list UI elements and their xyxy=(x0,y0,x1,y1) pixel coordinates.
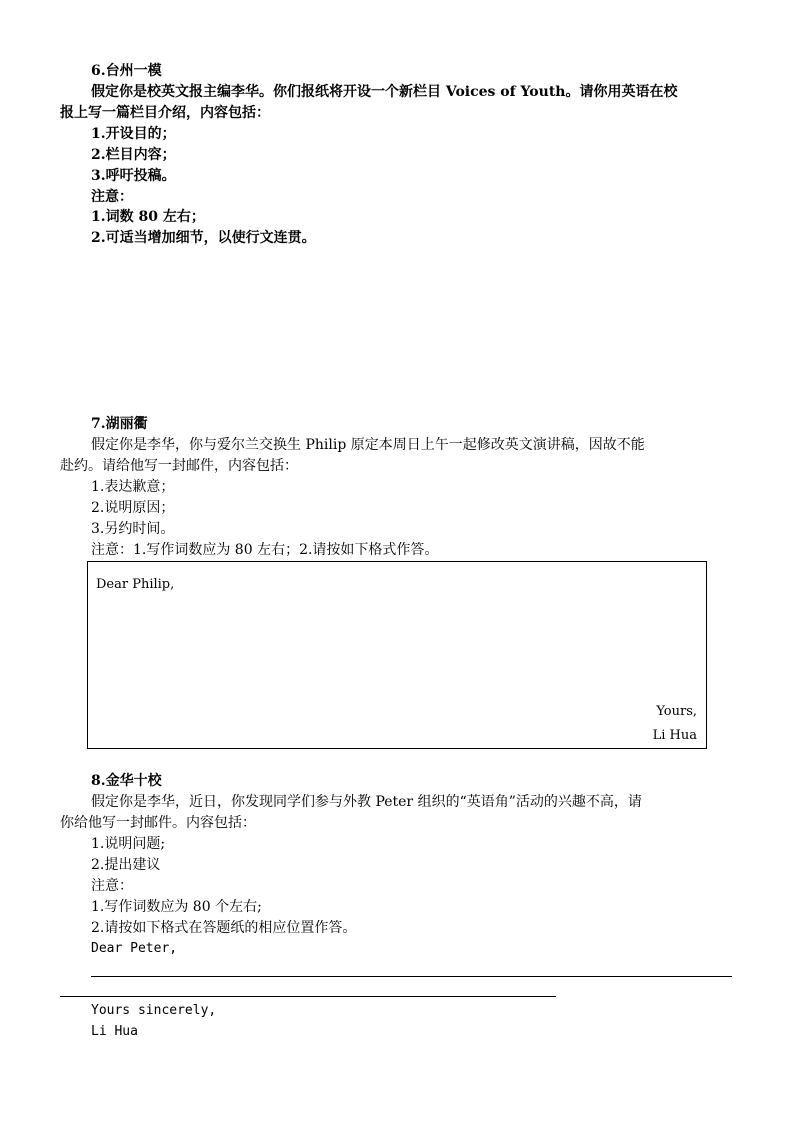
q8-greeting: Dear Peter, xyxy=(91,941,178,956)
q6-prompt-line2: 报上写一篇栏目介绍，内容包括： xyxy=(60,105,270,121)
q8-note-label: 注意： xyxy=(91,878,133,894)
q6-note-label: 注意： xyxy=(91,189,133,205)
q6-note-2: 2.可适当增加细节，以使行文连贯。 xyxy=(91,230,316,246)
q7-note: 注意：1.写作词数应为 80 左右；2.请按如下格式作答。 xyxy=(91,542,439,558)
q8-signature: Li Hua xyxy=(91,1024,138,1039)
q8-closing: Yours sincerely, xyxy=(91,1003,217,1018)
q7-prompt-line1: 假定你是李华，你与爱尔兰交换生 Philip 原定本周日上午一起修改英文演讲稿，因故不能 xyxy=(91,437,645,453)
q6-prompt-line1: 假定你是校英文报主编李华。你们报纸将开设一个新栏目 Voices of Youth。请你用英语在校 xyxy=(91,84,678,100)
q7-letter-greeting: Dear Philip, xyxy=(96,577,175,592)
q8-answer-line-2 xyxy=(60,996,556,997)
q8-prompt-line2: 你给他写一封邮件。内容包括： xyxy=(60,815,256,831)
q6-item-3: 3.呼吁投稿。 xyxy=(91,168,176,184)
q7-item-1: 1.表达歉意； xyxy=(91,479,175,495)
q8-title: 8.金华十校 xyxy=(91,773,162,789)
q8-answer-line-1 xyxy=(91,976,732,977)
q7-item-3: 3.另约时间。 xyxy=(91,521,175,537)
q7-letter-signature: Li Hua xyxy=(652,728,697,743)
q8-note-2: 2.请按如下格式在答题纸的相应位置作答。 xyxy=(91,920,357,936)
q6-item-1: 1.开设目的； xyxy=(91,126,176,142)
q7-item-2: 2.说明原因； xyxy=(91,500,175,516)
q8-item-1: 1.说明问题; xyxy=(91,836,166,852)
q6-item-2: 2.栏目内容； xyxy=(91,147,176,163)
q8-note-1: 1.写作词数应为 80 个左右; xyxy=(91,899,262,915)
q8-item-2: 2.提出建议 xyxy=(91,857,161,873)
q6-note-1: 1.词数 80 左右； xyxy=(91,209,205,225)
q7-prompt-line2: 赴约。请给他写一封邮件，内容包括： xyxy=(60,458,298,474)
q6-title: 6.台州一模 xyxy=(91,63,162,79)
q7-title: 7.湖丽衢 xyxy=(91,416,148,432)
q8-prompt-line1: 假定你是李华，近日，你发现同学们参与外教 Peter 组织的“英语角”活动的兴趣不高，请 xyxy=(91,794,642,810)
q7-letter-closing: Yours, xyxy=(656,704,697,719)
q7-letter-box xyxy=(87,561,707,749)
